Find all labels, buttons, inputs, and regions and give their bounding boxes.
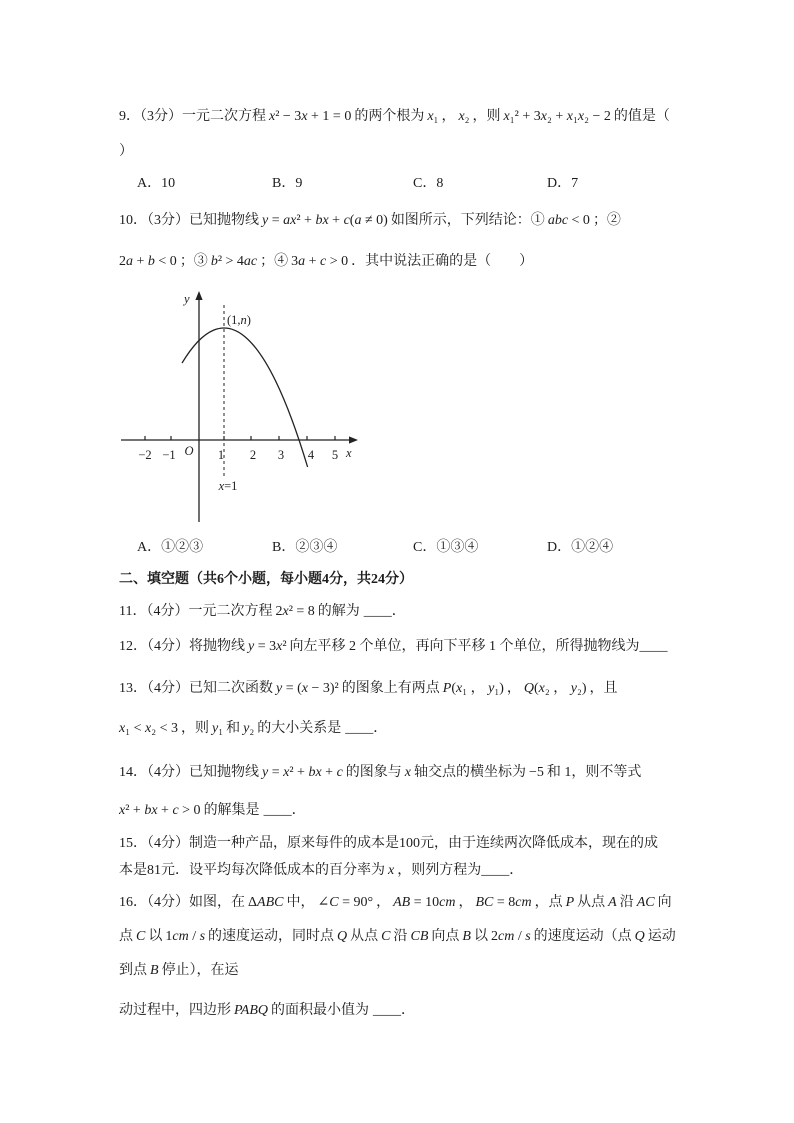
question-text: 点 bbox=[119, 929, 133, 944]
math-variable: c bbox=[561, 213, 569, 228]
math-expression: x² + bx + c > 0 bbox=[119, 803, 201, 818]
math-variable: y bbox=[212, 721, 219, 736]
math-expression: y₁ bbox=[212, 721, 224, 736]
math-expression bbox=[411, 929, 429, 944]
question-text: ． bbox=[391, 604, 406, 619]
y-axis-arrow bbox=[195, 291, 202, 300]
math-expression bbox=[234, 1003, 268, 1018]
question-text: 的面积最小值为 bbox=[271, 1003, 369, 1018]
math-variable: B bbox=[150, 963, 159, 978]
question-text: ． bbox=[401, 1003, 415, 1018]
math-variable: x bbox=[503, 109, 510, 124]
math-expression: y = ax² + bx + c(a ≠ 0) bbox=[262, 213, 388, 228]
question-text: 的解为 bbox=[317, 604, 360, 619]
q9-stem-line-2 bbox=[119, 142, 133, 162]
tick-label: 4 bbox=[307, 448, 315, 462]
math-variable: y bbox=[243, 721, 250, 736]
math-variable: B bbox=[401, 895, 411, 910]
math-variable: c bbox=[250, 254, 258, 269]
math-variable: A bbox=[608, 895, 617, 910]
math-variable: b bbox=[147, 254, 155, 269]
math-variable: y bbox=[184, 292, 190, 306]
q10-option-c: C．①③④ bbox=[413, 540, 479, 555]
question-text: 13．（4分）已知二次函数 bbox=[119, 681, 273, 696]
math-variable: x bbox=[577, 109, 585, 124]
math-variable: B bbox=[249, 1003, 258, 1018]
math-variable: C bbox=[645, 895, 655, 910]
math-variable: x bbox=[151, 803, 158, 818]
question-text: ，且 bbox=[589, 681, 618, 696]
math-variable: a bbox=[243, 254, 251, 269]
math-expression: y = 3x² bbox=[248, 639, 287, 654]
math-expression bbox=[566, 895, 575, 910]
math-variable: Q bbox=[634, 929, 645, 944]
math-expression: 1cm / s bbox=[165, 929, 206, 944]
math-variable: c bbox=[497, 929, 505, 944]
q13-stem-line-2 bbox=[119, 719, 387, 739]
math-expression: y = (x − 3)² bbox=[276, 681, 339, 696]
q10-option-d: D．①②④ bbox=[547, 540, 614, 555]
math-variable: x bbox=[540, 109, 547, 124]
question-text: 16．（4分）如图，在 bbox=[119, 895, 245, 910]
math-expression bbox=[337, 929, 347, 944]
math-variable: x bbox=[290, 213, 297, 228]
math-variable: b bbox=[210, 254, 218, 269]
math-variable: C bbox=[136, 929, 146, 944]
math-variable: x bbox=[346, 446, 352, 460]
math-variable: B bbox=[265, 895, 275, 910]
math-expression: 2x² = 8 bbox=[275, 604, 315, 619]
question-text: ． bbox=[291, 803, 306, 818]
question-text: 9．（3分）一元二次方程 bbox=[119, 109, 266, 124]
answer-blank: ____ bbox=[363, 604, 392, 619]
math-variable: C bbox=[329, 895, 339, 910]
answer-blank: ____ bbox=[481, 863, 510, 878]
math-expression: ΔABC bbox=[248, 895, 284, 910]
tick-label: 2 bbox=[249, 448, 257, 462]
q9-option-a: A．10 bbox=[137, 176, 176, 191]
question-text: ；④ bbox=[260, 254, 289, 269]
math-variable: y bbox=[570, 681, 577, 696]
question-text: 的图象与 bbox=[345, 765, 402, 780]
math-expression: ∠C = 90° bbox=[317, 895, 374, 910]
math-variable: y bbox=[248, 639, 255, 654]
parabola-figure bbox=[110, 285, 370, 530]
math-expression: 2a + b < 0 bbox=[119, 254, 177, 269]
question-text: ，则列方程为 bbox=[397, 863, 482, 878]
math-expression: 3a + c > 0 bbox=[291, 254, 349, 269]
math-expression bbox=[462, 929, 471, 944]
math-expression: abc < 0 bbox=[547, 213, 590, 228]
math-variable: x bbox=[538, 681, 545, 696]
q10-option-b: B．②③④ bbox=[272, 540, 338, 555]
math-variable: y bbox=[488, 681, 495, 696]
question-text: 以 bbox=[473, 929, 488, 944]
math-variable: b bbox=[315, 213, 323, 228]
question-text: 如图所示，下列结论：① bbox=[390, 213, 545, 228]
question-text: 从点 bbox=[350, 929, 379, 944]
question-text: 15．（4分）制造一种产品，原来每件的成本是100元，由于连续两次降低成本，现在的成 bbox=[119, 836, 658, 851]
question-text: 本是81元．设平均每次降低成本的百分率为 bbox=[119, 863, 385, 878]
tick-label: 1 bbox=[217, 448, 225, 462]
question-text: 的速度运动，同时点 bbox=[208, 929, 335, 944]
math-variable: B bbox=[419, 929, 429, 944]
math-variable: x bbox=[458, 109, 465, 124]
question-text: ；② bbox=[592, 213, 621, 228]
math-variable: c bbox=[439, 895, 446, 910]
section-title: 二、填空题（共6个小题，每小题4分，共24分） bbox=[119, 572, 413, 587]
math-variable: Q bbox=[257, 1003, 268, 1018]
math-variable: c bbox=[172, 803, 179, 818]
question-text: 的速度运动（点 bbox=[533, 929, 632, 944]
y-axis-label bbox=[182, 292, 190, 306]
math-variable: x bbox=[456, 681, 463, 696]
origin-label bbox=[184, 444, 193, 458]
question-text: 的两个根为 bbox=[354, 109, 425, 124]
q16-stem-line-2 bbox=[119, 927, 676, 947]
question-text: ，点 bbox=[534, 895, 563, 910]
q9-option-d: D．7 bbox=[547, 176, 579, 191]
math-expression bbox=[608, 895, 617, 910]
q10-stem-line-2 bbox=[119, 252, 533, 272]
vertex-label: (1,n) bbox=[227, 313, 251, 327]
math-variable: c bbox=[336, 765, 343, 780]
q10-option-a: A．①②③ bbox=[137, 540, 204, 555]
question-text: 中， bbox=[286, 895, 315, 910]
q15-stem-line-2 bbox=[119, 861, 523, 881]
math-expression: BC = 8cm bbox=[475, 895, 532, 910]
tick-label: −2 bbox=[138, 448, 152, 462]
q12-stem-line-1 bbox=[119, 637, 668, 657]
question-text: 到点 bbox=[119, 963, 147, 978]
math-expression bbox=[637, 895, 655, 910]
answer-blank: ____ bbox=[345, 721, 374, 736]
math-variable: x bbox=[218, 479, 225, 493]
math-expression bbox=[381, 929, 390, 944]
math-variable: a bbox=[354, 213, 362, 228]
math-variable: c bbox=[320, 254, 327, 269]
question-text: 向点 bbox=[431, 929, 460, 944]
math-variable: x bbox=[283, 765, 290, 780]
x-axis-label bbox=[345, 446, 352, 460]
math-variable: P bbox=[442, 681, 452, 696]
math-variable: m bbox=[445, 895, 456, 910]
math-expression: x₁² + 3x₂ + x₁x₂ − 2 bbox=[503, 109, 611, 124]
math-variable: m bbox=[521, 895, 532, 910]
math-variable: s bbox=[525, 929, 531, 944]
math-expression: y₂ bbox=[243, 721, 255, 736]
tick-label: −1 bbox=[162, 448, 176, 462]
math-variable: a bbox=[298, 254, 306, 269]
section-heading bbox=[119, 570, 413, 590]
math-variable: A bbox=[257, 895, 266, 910]
math-variable: x bbox=[404, 765, 411, 780]
math-variable: a bbox=[547, 213, 555, 228]
question-text: 的图象上有两点 bbox=[341, 681, 440, 696]
math-variable: B bbox=[462, 929, 471, 944]
math-variable: C bbox=[410, 929, 420, 944]
q9-option-b: B．9 bbox=[272, 176, 303, 191]
question-text: 沿 bbox=[619, 895, 634, 910]
question-text: 运动 bbox=[647, 929, 676, 944]
math-variable: x bbox=[282, 604, 289, 619]
math-variable: A bbox=[636, 895, 646, 910]
math-variable: A bbox=[393, 895, 402, 910]
math-expression: x₁ bbox=[427, 109, 439, 124]
question-text: 停止），在运 bbox=[161, 963, 239, 978]
q9-stem-line-1 bbox=[119, 107, 670, 127]
q15-stem-line-1 bbox=[119, 834, 658, 854]
answer-blank: ____ bbox=[373, 1003, 401, 1018]
question-text: 10．（3分）已知抛物线 bbox=[119, 213, 259, 228]
math-variable: s bbox=[199, 929, 206, 944]
math-variable: Q bbox=[523, 681, 534, 696]
tick-label: 5 bbox=[331, 448, 339, 462]
math-expression: Q(x₂ ， y₂) bbox=[523, 681, 587, 696]
question-text: 向 bbox=[657, 895, 672, 910]
math-variable: b bbox=[144, 803, 152, 818]
math-expression: y = x² + bx + c bbox=[262, 765, 343, 780]
question-text: 11．（4分）一元二次方程 bbox=[119, 604, 273, 619]
math-expression: x₁ < x₂ < 3 bbox=[119, 721, 178, 736]
math-variable: y bbox=[262, 213, 269, 228]
math-variable: P bbox=[565, 895, 575, 910]
math-variable: x bbox=[301, 109, 308, 124]
q11-stem-line-1 bbox=[119, 602, 406, 622]
question-text: ） bbox=[119, 144, 133, 159]
math-variable: x bbox=[119, 803, 126, 818]
math-variable: O bbox=[184, 444, 194, 458]
math-variable: a bbox=[283, 213, 291, 228]
question-text: ， bbox=[441, 109, 456, 124]
question-text: ， bbox=[506, 681, 521, 696]
math-variable: C bbox=[484, 895, 494, 910]
q13-stem-line-1 bbox=[119, 679, 618, 699]
math-variable: c bbox=[343, 213, 350, 228]
math-variable: B bbox=[475, 895, 484, 910]
q10-stem-line-1 bbox=[119, 211, 621, 231]
math-expression: b² > 4ac bbox=[210, 254, 258, 269]
math-expression bbox=[635, 929, 645, 944]
math-variable: x bbox=[566, 109, 573, 124]
math-expression bbox=[150, 963, 159, 978]
question-text: 和 bbox=[226, 721, 241, 736]
math-variable: x bbox=[427, 109, 434, 124]
math-variable: x bbox=[315, 765, 322, 780]
math-variable: x bbox=[388, 863, 395, 878]
math-variable: y bbox=[262, 765, 269, 780]
math-variable: n bbox=[240, 313, 247, 327]
question-text: 12．（4分）将抛物线 bbox=[119, 639, 245, 654]
question-text: 轴交点的横坐标为 bbox=[414, 765, 526, 780]
math-variable: Q bbox=[337, 929, 348, 944]
math-expression: x₂ bbox=[458, 109, 470, 124]
question-text: ．其中说法正确的是（ ） bbox=[351, 254, 534, 269]
math-variable: c bbox=[172, 929, 179, 944]
math-variable: A bbox=[240, 1003, 250, 1018]
math-variable: x bbox=[269, 109, 276, 124]
math-variable: m bbox=[504, 929, 515, 944]
question-text: ． bbox=[373, 721, 388, 736]
question-text: ． bbox=[509, 863, 524, 878]
question-text: ， bbox=[458, 895, 473, 910]
q16-stem-line-4 bbox=[119, 1001, 415, 1021]
math-variable: a bbox=[126, 254, 133, 269]
math-variable: x bbox=[301, 681, 308, 696]
math-expression: AB = 10cm bbox=[393, 895, 456, 910]
math-expression: −5 bbox=[529, 765, 544, 780]
math-variable: m bbox=[178, 929, 189, 944]
question-text: 以 bbox=[148, 929, 163, 944]
question-text: 的解集是 bbox=[203, 803, 260, 818]
answer-blank: ____ bbox=[263, 803, 292, 818]
math-expression bbox=[136, 929, 145, 944]
q16-stem-line-1 bbox=[119, 893, 672, 913]
q14-stem-line-1 bbox=[119, 763, 641, 783]
question-text: 的大小关系是 bbox=[257, 721, 342, 736]
tick-label: 3 bbox=[277, 448, 285, 462]
question-text: 动过程中，四边形 bbox=[119, 1003, 231, 1018]
math-variable: b bbox=[554, 213, 562, 228]
math-variable: P bbox=[234, 1003, 241, 1018]
math-variable: x bbox=[322, 213, 329, 228]
question-text: ，则 bbox=[181, 721, 209, 736]
math-variable: y bbox=[276, 681, 283, 696]
question-text: 14．（4分）已知抛物线 bbox=[119, 765, 259, 780]
question-text: 沿 bbox=[393, 929, 408, 944]
x-axis-arrow bbox=[349, 436, 358, 443]
math-variable: x bbox=[145, 721, 152, 736]
math-expression: 2cm / s bbox=[490, 929, 531, 944]
question-text: ；③ bbox=[179, 254, 208, 269]
q9-option-c: C．8 bbox=[413, 176, 444, 191]
math-variable: b bbox=[308, 765, 316, 780]
question-text: 向左平移 2 个单位，再向下平移 1 个单位，所得抛物线为 bbox=[289, 639, 640, 654]
question-text: ，则 bbox=[472, 109, 501, 124]
question-text: 和 1，则不等式 bbox=[546, 765, 642, 780]
question-text: 从点 bbox=[577, 895, 606, 910]
question-text: ， bbox=[376, 895, 391, 910]
math-variable: x bbox=[276, 639, 283, 654]
math-variable: C bbox=[381, 929, 391, 944]
math-expression bbox=[388, 863, 394, 878]
question-text: 的值是（ bbox=[613, 109, 670, 124]
q16-stem-line-3 bbox=[119, 961, 239, 981]
symmetry-axis-label: x=1 bbox=[218, 479, 238, 493]
math-variable: x bbox=[119, 721, 126, 736]
math-variable: C bbox=[274, 895, 284, 910]
q14-stem-line-2 bbox=[119, 801, 306, 821]
math-variable: c bbox=[515, 895, 522, 910]
math-expression: x² − 3x + 1 = 0 bbox=[269, 109, 352, 124]
answer-blank: ____ bbox=[639, 639, 668, 654]
math-expression bbox=[405, 765, 411, 780]
parabola-curve bbox=[182, 328, 308, 467]
math-expression: P(x₁ ， y₁) bbox=[442, 681, 504, 696]
